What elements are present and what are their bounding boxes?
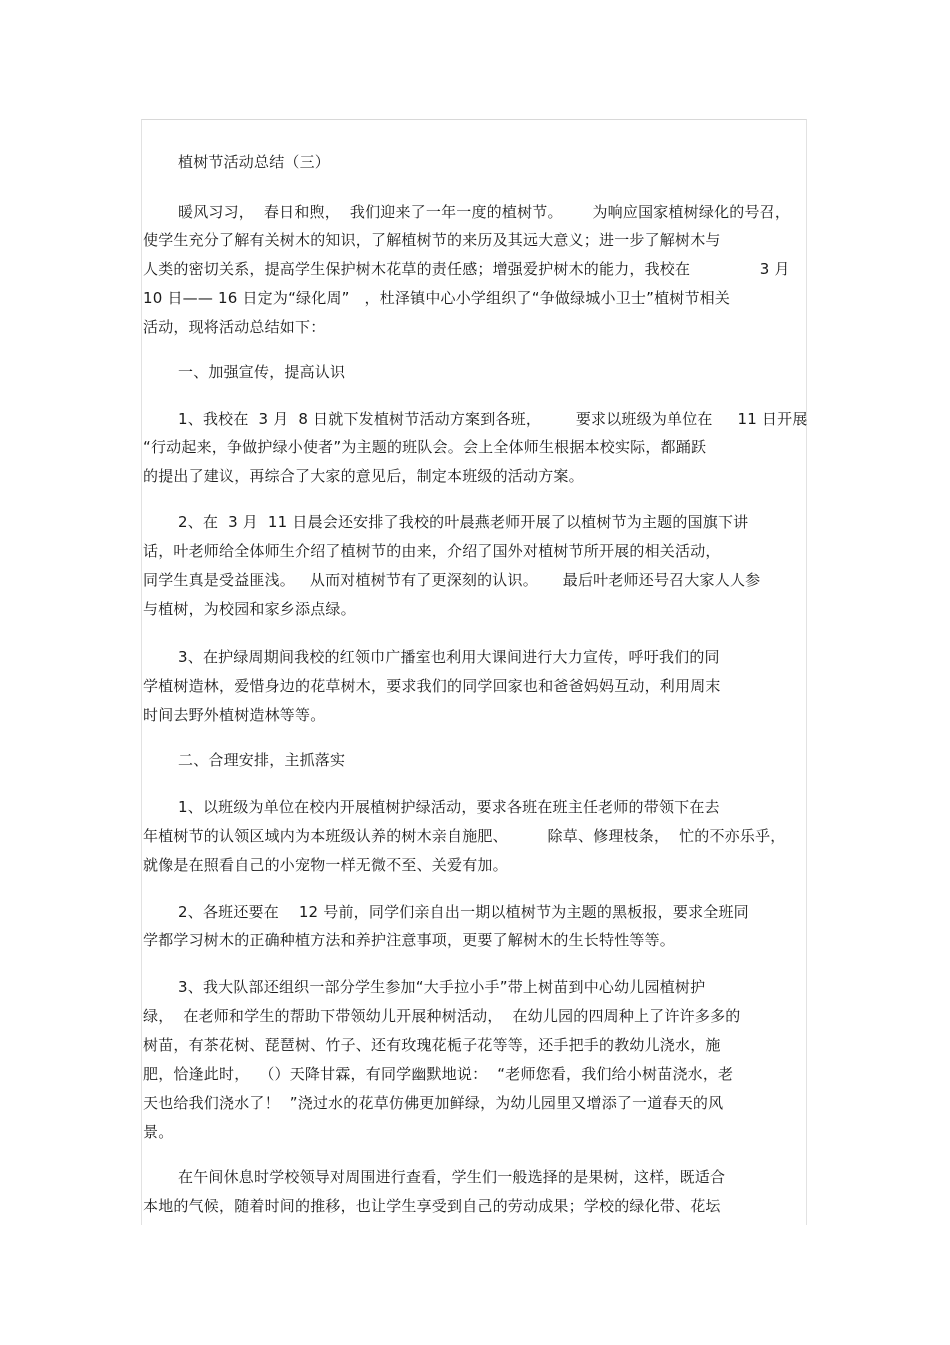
paragraph-line: 景。 xyxy=(143,1123,174,1141)
intro-line: 使学生充分了解有关树木的知识，了解植树节的来历及其远大意义；进一步了解树木与 xyxy=(143,231,721,249)
paragraph-line: “行动起来，争做护绿小使者”为主题的班队会。会上全体师生根据本校实际，都踊跃 xyxy=(143,438,707,456)
section-heading: 一、加强宣传，提高认识 xyxy=(178,363,346,381)
paragraph-line: 绿， 在老师和学生的帮助下带领幼儿开展种树活动， 在幼儿园的四周种上了许许多多的 xyxy=(143,1007,741,1025)
paragraph-line: 树苗，有茶花树、琵琶树、竹子、还有玫瑰花栀子花等等，还手把手的教幼儿浇水，施 xyxy=(143,1036,721,1054)
paragraph-line: 话，叶老师给全体师生介绍了植树节的由来，介绍了国外对植树节所开展的相关活动， xyxy=(143,542,721,560)
paragraph-line: 天也给我们浇水了！ ”浇过水的花草仿佛更加鲜绿，为幼儿园里又增添了一道春天的风 xyxy=(143,1094,724,1112)
paragraph-line: 年植树节的认领区域内为本班级认养的树木亲自施肥、 除草、修理枝条， 忙的不亦乐乎， xyxy=(143,827,786,845)
paragraph-line: 学植树造林，爱惜身边的花草树木，要求我们的同学回家也和爸爸妈妈互动，利用周末 xyxy=(143,677,721,695)
intro-line: 人类的密切关系，提高学生保护树木花草的责任感；增强爱护树木的能力，我校在 3 月 xyxy=(143,260,790,278)
paragraph-line: 就像是在照看自己的小宠物一样无微不至、关爱有加。 xyxy=(143,856,508,874)
paragraph-line: 3、我大队部还组织一部分学生参加“大手拉小手”带上树苗到中心幼儿园植树护 xyxy=(178,978,706,996)
paragraph-line: 与植树，为校园和家乡添点绿。 xyxy=(143,600,356,618)
intro-line: 10 日—— 16 日定为“绿化周” ，杜泽镇中心小学组织了“争做绿城小卫士”植树节相关 xyxy=(143,289,731,307)
paragraph-line: 时间去野外植树造林等等。 xyxy=(143,706,326,724)
section-heading: 二、合理安排，主抓落实 xyxy=(178,751,346,769)
intro-line: 活动，现将活动总结如下： xyxy=(143,318,326,336)
paragraph-line: 同学生真是受益匪浅。 从而对植树节有了更深刻的认识。 最后叶老师还号召大家人人参 xyxy=(143,571,761,589)
paragraph-line: 1、以班级为单位在校内开展植树护绿活动，要求各班在班主任老师的带领下在去 xyxy=(178,798,720,816)
page-frame xyxy=(141,119,807,1225)
paragraph-line: 1、我校在 3 月 8 日就下发植树节活动方案到各班， 要求以班级为单位在 11 日开展 xyxy=(178,410,808,428)
paragraph-line: 的提出了建议，再综合了大家的意见后，制定本班级的活动方案。 xyxy=(143,467,584,485)
intro-line: 暖风习习， 春日和煦， 我们迎来了一年一度的植树节。 为响应国家植树绿化的号召， xyxy=(178,203,791,221)
document-title: 植树节活动总结（三） xyxy=(178,153,331,171)
paragraph-line: 2、各班还要在 12 号前，同学们亲自出一期以植树节为主题的黑板报，要求全班同 xyxy=(178,903,749,921)
paragraph-line: 学都学习树木的正确种植方法和养护注意事项，更要了解树木的生长特性等等。 xyxy=(143,931,676,949)
paragraph-line: 3、在护绿周期间我校的红领巾广播室也利用大课间进行大力宣传，呼吁我们的同 xyxy=(178,648,720,666)
paragraph-line: 在午间休息时学校领导对周围进行查看，学生们一般选择的是果树，这样，既适合 xyxy=(178,1168,726,1186)
paragraph-line: 2、在 3 月 11 日晨会还安排了我校的叶晨燕老师开展了以植树节为主题的国旗下讲 xyxy=(178,513,749,531)
paragraph-line: 肥，恰逢此时， （）天降甘霖，有同学幽默地说： “老师您看，我们给小树苗浇水，老 xyxy=(143,1065,734,1083)
paragraph-line: 本地的气候，随着时间的推移，也让学生享受到自己的劳动成果；学校的绿化带、花坛 xyxy=(143,1197,721,1215)
